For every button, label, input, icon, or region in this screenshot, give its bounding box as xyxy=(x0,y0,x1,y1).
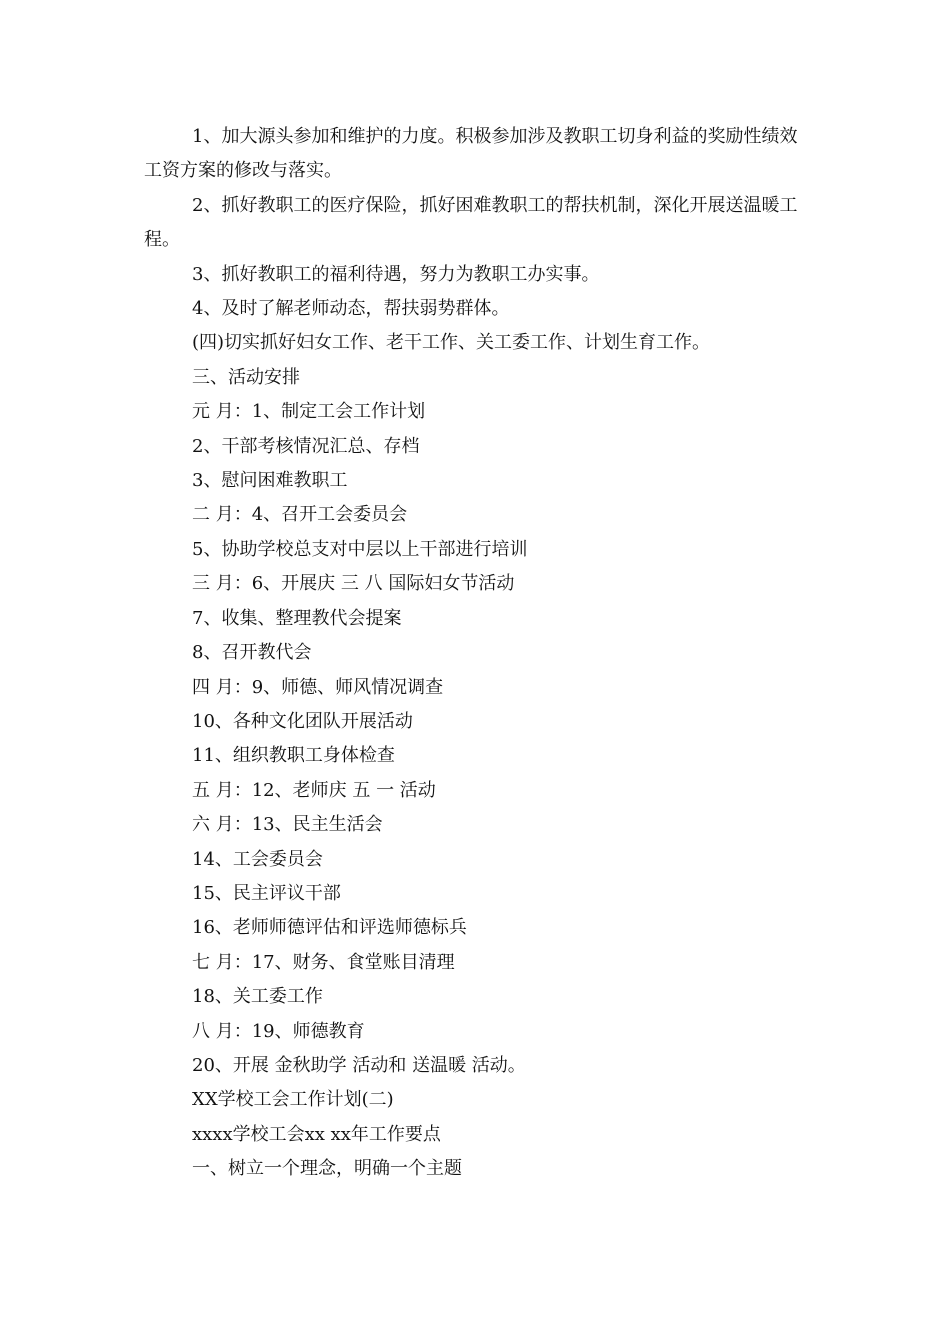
schedule-line-15: 15、民主评议干部 xyxy=(192,882,341,904)
schedule-line-13: 六 月：13、民主生活会 xyxy=(192,814,383,836)
schedule-line-10: 10、各种文化团队开展活动 xyxy=(192,710,413,732)
schedule-line-17: 七 月：17、财务、食堂账目清理 xyxy=(192,951,455,973)
plan-section-heading: 一、树立一个理念，明确一个主题 xyxy=(192,1158,462,1180)
schedule-line-8: 8、召开教代会 xyxy=(192,642,312,664)
schedule-line-19: 八 月：19、师德教育 xyxy=(192,1020,365,1042)
schedule-line-4: 二 月：4、召开工会委员会 xyxy=(192,504,408,526)
schedule-line-18: 18、关工委工作 xyxy=(192,986,323,1008)
paragraph-4: 4、及时了解老师动态，帮扶弱势群体。 xyxy=(192,298,510,320)
schedule-line-20: 20、开展 金秋助学 活动和 送温暖 活动。 xyxy=(192,1054,526,1076)
paragraph-5: (四)切实抓好妇女工作、老干工作、关工委工作、计划生育工作。 xyxy=(192,332,711,354)
paragraph-3: 3、抓好教职工的福利待遇，努力为教职工办实事。 xyxy=(192,263,600,285)
schedule-line-3: 3、慰问困难教职工 xyxy=(192,470,348,492)
schedule-line-9: 四 月：9、师德、师风情况调查 xyxy=(192,676,444,698)
plan-subtitle: xxxx学校工会xx xx年工作要点 xyxy=(192,1123,441,1145)
schedule-line-5: 5、协助学校总支对中层以上干部进行培训 xyxy=(192,538,528,560)
schedule-line-11: 11、组织教职工身体检查 xyxy=(192,745,395,767)
schedule-line-1: 元 月：1、制定工会工作计划 xyxy=(192,401,426,423)
schedule-line-6: 三 月：6、开展庆 三 八 国际妇女节活动 xyxy=(192,573,515,595)
paragraph-1: 1、加大源头参加和维护的力度。积极参加涉及教职工切身利益的奖励性绩效工资方案的修改与落实。 xyxy=(144,126,798,182)
document-body xyxy=(144,120,800,1187)
schedule-line-7: 7、收集、整理教代会提案 xyxy=(192,607,402,629)
section-heading: 三、活动安排 xyxy=(192,366,300,388)
schedule-line-16: 16、老师师德评估和评选师德标兵 xyxy=(192,917,467,939)
schedule-line-14: 14、工会委员会 xyxy=(192,848,323,870)
schedule-line-2: 2、干部考核情况汇总、存档 xyxy=(192,435,420,457)
schedule-line-12: 五 月：12、老师庆 五 一 活动 xyxy=(192,779,436,801)
paragraph-2: 2、抓好教职工的医疗保险，抓好困难教职工的帮扶机制，深化开展送温暖工程。 xyxy=(144,194,798,251)
plan-title: XX学校工会工作计划(二) xyxy=(192,1089,394,1111)
